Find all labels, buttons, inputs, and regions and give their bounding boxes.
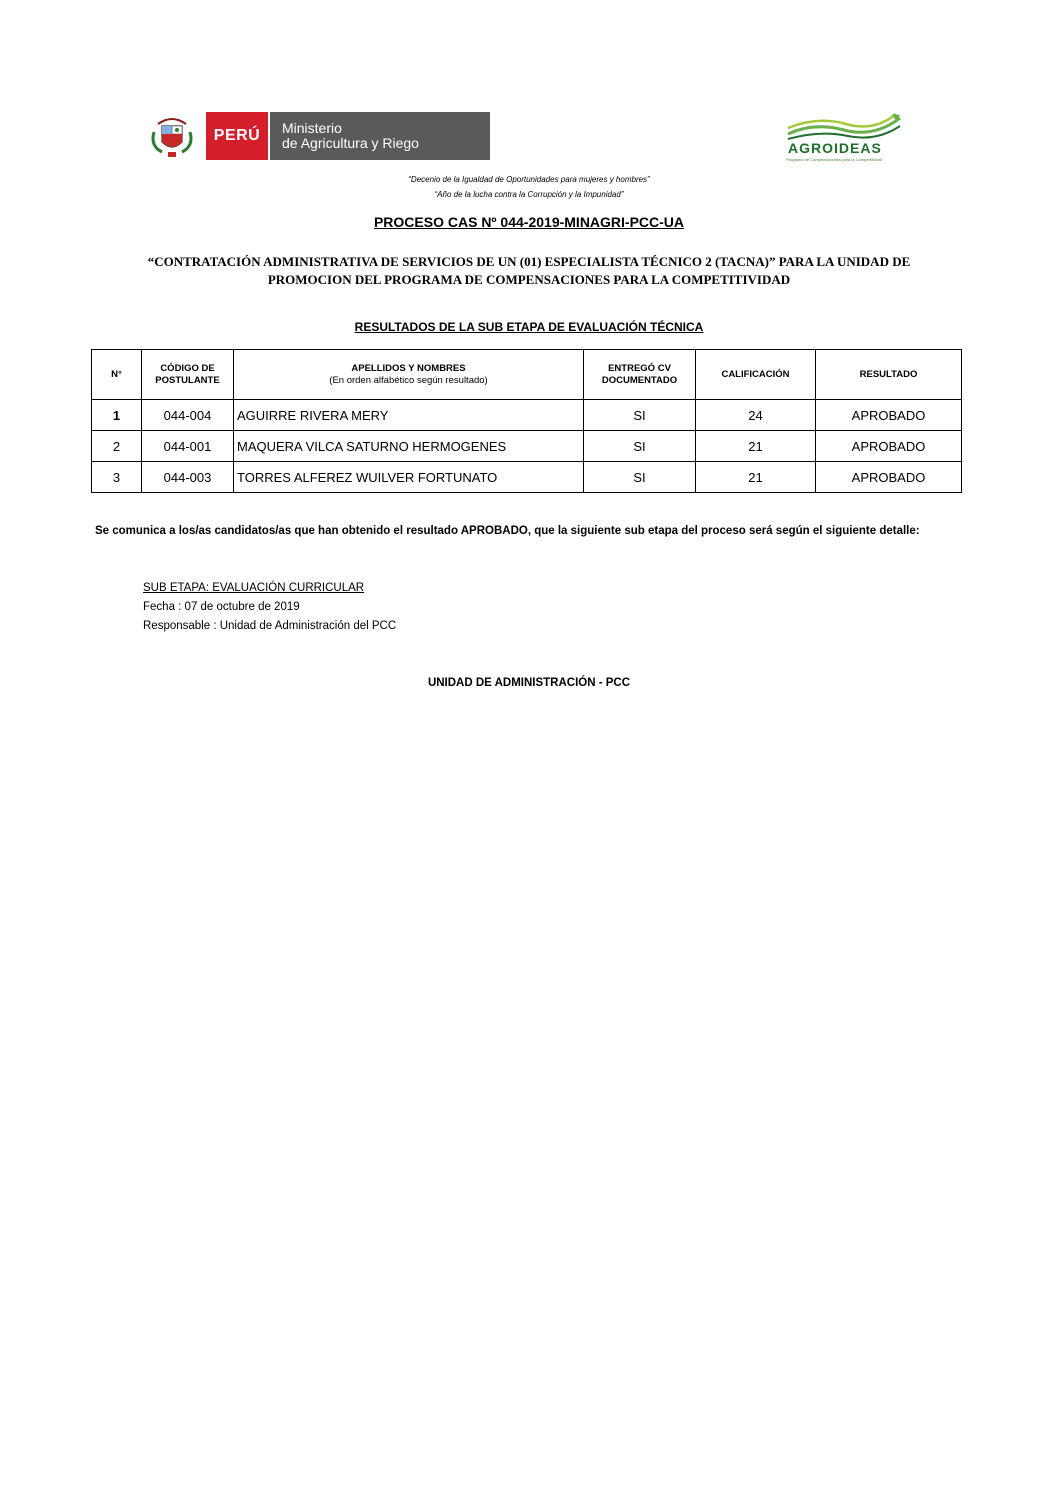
row-num: 1: [92, 400, 142, 431]
next-stage-title: SUB ETAPA: EVALUACIÓN CURRICULAR: [143, 582, 365, 594]
peru-label: PERÚ: [206, 112, 268, 160]
tagline-year: “Año de la lucha contra la Corrupción y la Impunidad”: [434, 190, 624, 199]
next-stage-details: [143, 579, 396, 636]
header-cv-line-2: DOCUMENTADO: [601, 374, 678, 386]
notice-text: Se comunica a los/as candidatos/as que han obtenido el resultado APROBADO, que la siguiente sub etapa del proceso será según el siguiente detalle:: [95, 525, 920, 537]
agroideas-subtitle: Programa de Compensaciones para la Competitividad: [786, 157, 883, 162]
ministry-line-2: de Agricultura y Riego: [282, 135, 419, 151]
header-cv: [584, 350, 696, 400]
agroideas-waves-icon: [784, 112, 904, 142]
results-table: [91, 349, 962, 493]
table-row: [92, 400, 962, 431]
process-title: PROCESO CAS Nº 044-2019-MINAGRI-PCC-UA: [373, 214, 685, 230]
row-code: 044-001: [142, 431, 234, 462]
row-name: MAQUERA VILCA SATURNO HERMOGENES: [234, 431, 584, 462]
header-code: [142, 350, 234, 400]
header-cv-line-1: ENTREGÓ CV: [608, 362, 671, 374]
header-name: [234, 350, 584, 400]
row-score: 21: [696, 462, 816, 493]
row-result: APROBADO: [816, 431, 962, 462]
header-name-line-2: (En orden alfabético según resultado): [329, 374, 488, 386]
peru-coat-of-arms-icon: [148, 112, 196, 160]
contract-title: “CONTRATACIÓN ADMINISTRATIVA DE SERVICIOS DE UN (01) ESPECIALISTA TÉCNICO 2 (TACNA)” PARA LA UNIDAD DE PROMOCION DEL PROGRAMA DE COMPENSACIONES PARA LA COMPETITIVIDAD: [147, 254, 911, 287]
row-num: 2: [92, 431, 142, 462]
tagline-decenio: “Decenio de la Igualdad de Oportunidades para mujeres y hombres”: [408, 175, 650, 184]
next-stage-date: Fecha : 07 de octubre de 2019: [143, 601, 300, 613]
header-score: CALIFICACIÓN: [696, 350, 816, 400]
table-header-row: [92, 350, 962, 400]
row-num: 3: [92, 462, 142, 493]
row-result: APROBADO: [816, 400, 962, 431]
row-name: TORRES ALFEREZ WUILVER FORTUNATO: [234, 462, 584, 493]
header-num: N°: [92, 350, 142, 400]
row-cv: SI: [584, 462, 696, 493]
header-code-line-1: CÓDIGO DE: [160, 362, 215, 374]
minagri-logo: [148, 112, 490, 160]
row-code: 044-003: [142, 462, 234, 493]
results-section-title: RESULTADOS DE LA SUB ETAPA DE EVALUACIÓN TÉCNICA: [354, 320, 704, 334]
header-name-line-1: APELLIDOS Y NOMBRES: [351, 362, 466, 374]
ministry-line-1: Ministerio: [282, 120, 342, 136]
footer-unit: UNIDAD DE ADMINISTRACIÓN - PCC: [427, 677, 631, 689]
agroideas-name: AGROIDEAS: [788, 140, 882, 156]
row-cv: SI: [584, 400, 696, 431]
table-row: [92, 431, 962, 462]
row-cv: SI: [584, 431, 696, 462]
ministry-name: [268, 112, 490, 160]
row-name: AGUIRRE RIVERA MERY: [234, 400, 584, 431]
row-result: APROBADO: [816, 462, 962, 493]
next-stage-responsible: Responsable : Unidad de Administración del PCC: [143, 620, 397, 632]
header-result: RESULTADO: [816, 350, 962, 400]
table-row: [92, 462, 962, 493]
agroideas-logo: [784, 112, 904, 164]
header-code-line-2: POSTULANTE: [155, 374, 220, 386]
row-code: 044-004: [142, 400, 234, 431]
row-score: 24: [696, 400, 816, 431]
row-score: 21: [696, 431, 816, 462]
